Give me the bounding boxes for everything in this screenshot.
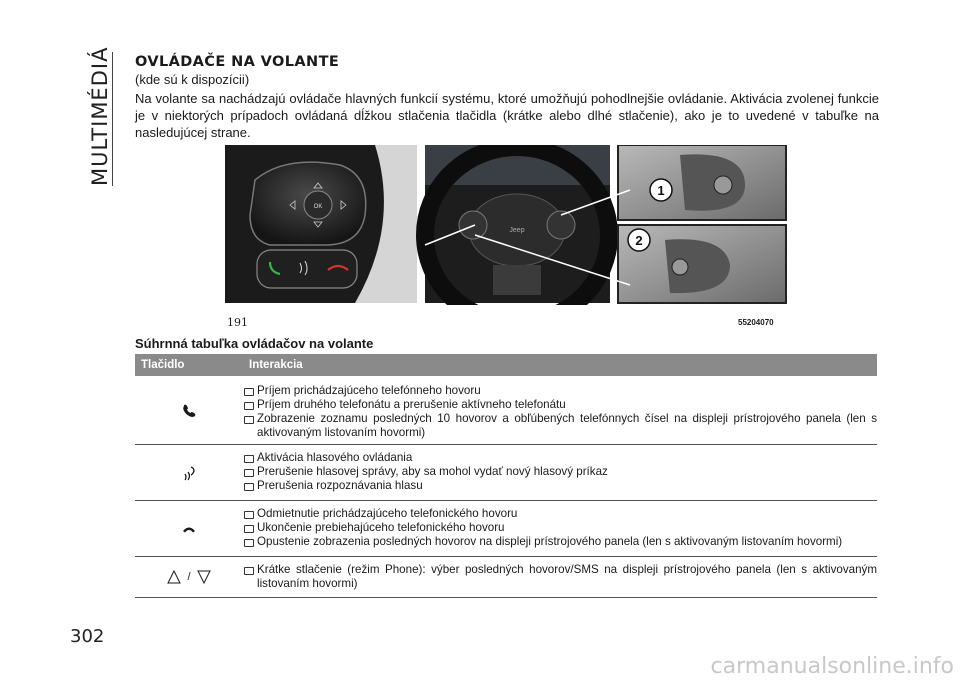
ok-button-label: OK (313, 204, 323, 210)
phone-hangup-icon (182, 525, 196, 533)
page-number: 302 (70, 626, 105, 647)
page-subheading: (kde sú k dispozícii) (135, 72, 250, 87)
table-header (135, 354, 877, 376)
steering-wheel-overview (425, 145, 610, 305)
callout-2: 2 (635, 233, 643, 248)
arrow-separator: / (187, 571, 191, 583)
list-item: Odmietnutie prichádzajúceho telefonického hovoru (243, 507, 877, 521)
intro-paragraph: Na volante sa nachádzajú ovládače hlavných funkcií systému, ktoré umožňujú pohodlnejšie ovládanie. Aktivácia zvolenej funkcie je v niektorých prípadoch ovládaná dĺžkou stlačenia tlačidla (krátke alebo dlhé stlačenie), ako je to uvedené v tabuľke na nasledujúcej strane. (135, 91, 879, 140)
steering-wheel-figure (225, 145, 787, 305)
button-cluster-closeup (225, 145, 417, 303)
page-heading: OVLÁDAČE NA VOLANTE (135, 54, 340, 70)
list-item: Prerušenia rozpoznávania hlasu (243, 479, 877, 493)
table-title: Súhrnná tabuľka ovládačov na volante (135, 336, 374, 351)
list-item: Príjem prichádzajúceho telefónneho hovoru (243, 384, 877, 398)
list-item: Aktivácia hlasového ovládania (243, 451, 877, 465)
watermark: carmanualsonline.info (710, 654, 954, 679)
arrow-down-icon (197, 570, 211, 584)
list-item: Opustenie zobrazenia posledných hovorov na displeji prístrojového panela (len s aktivovaným listovaním hovormi) (243, 535, 877, 549)
callout-1: 1 (657, 183, 665, 198)
list-item: Krátke stlačenie (režim Phone): výber posledných hovorov/SMS na displeji prístrojového panela (len s aktivovaným listovaním hovormi) (243, 563, 877, 591)
list-item: Ukončenie prebiehajúceho telefonického hovoru (243, 521, 877, 535)
table-row (135, 376, 877, 445)
table-row (135, 445, 877, 501)
header-button: Tlačidlo (141, 359, 185, 371)
list-item: Príjem druhého telefonátu a prerušenie aktívneho telefonátu (243, 398, 877, 412)
section-side-title: MULTIMÉDIÁ (88, 46, 112, 186)
figure-number: 191 (227, 316, 248, 329)
figure-code: 55204070 (738, 318, 774, 327)
svg-text:Jeep: Jeep (509, 227, 525, 234)
controls-summary-table (135, 354, 877, 598)
steering-wheel-illustration (225, 145, 787, 305)
section-divider (112, 52, 113, 186)
list-item: Prerušenie hlasovej správy, aby sa mohol vydať nový hlasový príkaz (243, 465, 877, 479)
header-interaction: Interakcia (249, 359, 303, 371)
table-row (135, 501, 877, 557)
phone-answer-icon (182, 403, 196, 417)
arrow-up-icon (167, 570, 181, 584)
voice-command-icon (182, 465, 196, 481)
list-item: Zobrazenie zoznamu posledných 10 hovorov a obľúbených telefónnych čísel na displeji prístrojového panela (len s aktivovaným listovaním hovormi) (243, 412, 877, 440)
table-row (135, 557, 877, 598)
